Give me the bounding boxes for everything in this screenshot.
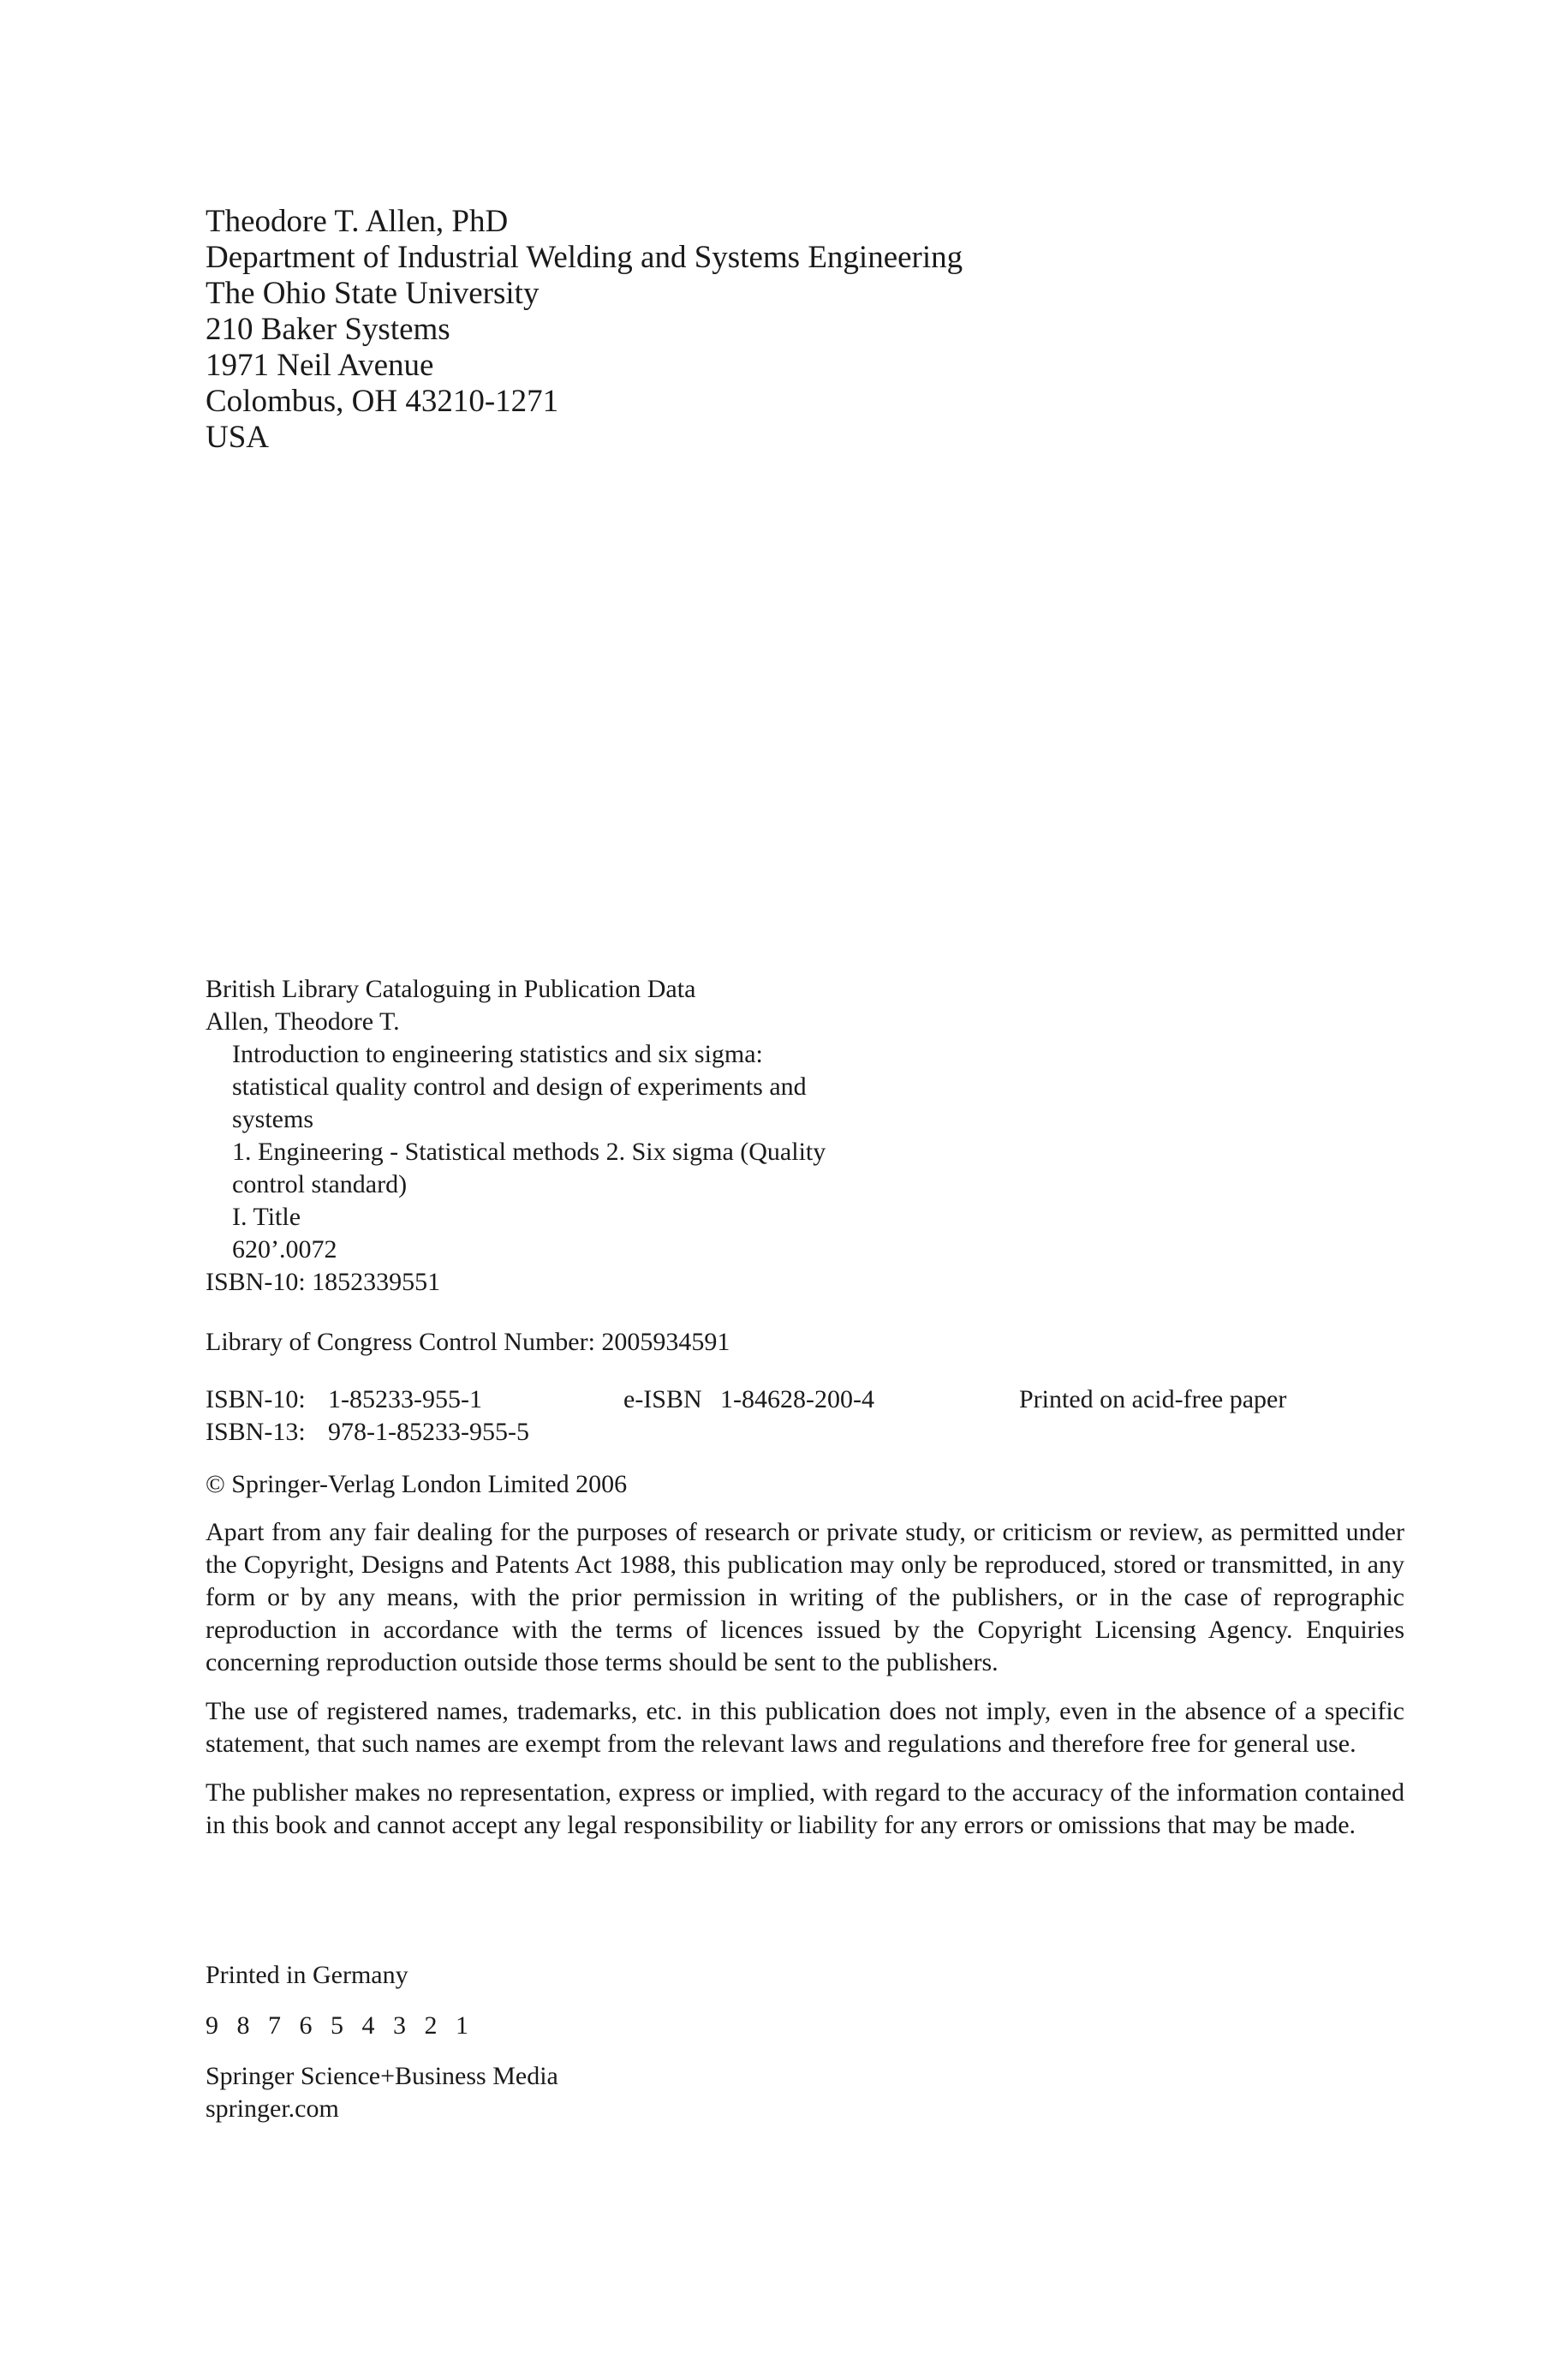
cip-data-block <box>206 973 826 1299</box>
author-country: USA <box>206 420 270 455</box>
copyright-notice: © Springer-Verlag London Limited 2006 <box>206 1470 628 1498</box>
cip-isbn: ISBN-10: 1852339551 <box>206 1268 441 1296</box>
cip-title-line: Introduction to engineering statistics and six sigma: <box>232 1040 763 1068</box>
author-building: 210 Baker Systems <box>206 312 450 347</box>
author-address-block <box>206 204 963 456</box>
cip-author-entry: Allen, Theodore T. <box>206 1007 400 1036</box>
author-city: Colombus, OH 43210-1271 <box>206 384 559 419</box>
cip-title-entry: I. Title <box>232 1203 301 1231</box>
print-line-numbers: 9 8 7 6 5 4 3 2 1 <box>206 2011 474 2040</box>
isbn-row <box>206 1416 1404 1449</box>
author-street: 1971 Neil Avenue <box>206 348 434 383</box>
eisbn-label: e-ISBN <box>623 1385 702 1413</box>
author-university: The Ohio State University <box>206 276 540 311</box>
author-department: Department of Industrial Welding and Systems Engineering <box>206 240 963 275</box>
library-of-congress-number: Library of Congress Control Number: 2005934591 <box>206 1328 730 1356</box>
isbn10-value: 1-85233-955-1 <box>328 1385 482 1413</box>
cip-heading: British Library Cataloguing in Publication Data <box>206 975 696 1003</box>
isbn-block <box>206 1383 1404 1449</box>
eisbn-value: 1-84628-200-4 <box>720 1385 874 1413</box>
trademark-paragraph: The use of registered names, trademarks, etc. in this publication does not imply, even in the absence of a specific statement, that such names are exempt from the relevant laws and regulations and therefore free for general use. <box>206 1697 1404 1758</box>
cip-subject-line: 1. Engineering - Statistical methods 2. Six sigma (Quality <box>232 1138 826 1166</box>
author-name: Theodore T. Allen, PhD <box>206 204 509 239</box>
isbn13-label: ISBN-13: <box>206 1418 306 1446</box>
isbn13-value: 978-1-85233-955-5 <box>328 1418 529 1446</box>
copyright-page <box>206 0 1404 2378</box>
isbn-row <box>206 1383 1404 1416</box>
publisher-url[interactable]: springer.com <box>206 2094 339 2123</box>
publisher-block <box>206 2060 558 2125</box>
cip-subject-line: control standard) <box>232 1170 408 1198</box>
fair-dealing-paragraph: Apart from any fair dealing for the purposes of research or private study, or criticism or review, as permitted under the Copyright, Designs and Patents Act 1988, this publication may only be reproduced, stored or transmitted, in any form or by any means, with the prior permission in writing of the publishers, or in the case of reprographic reproduction in accordance with the terms of licences issued by the Copyright Licensing Agency. Enquiries concerning reproduction outside those terms should be sent to the publishers. <box>206 1518 1404 1676</box>
cip-classification: 620’.0072 <box>232 1235 337 1264</box>
acid-free-paper-note: Printed on acid-free paper <box>1019 1385 1287 1413</box>
printed-in: Printed in Germany <box>206 1961 408 1989</box>
isbn10-label: ISBN-10: <box>206 1385 306 1413</box>
cip-title-line: systems <box>232 1105 314 1133</box>
disclaimer-paragraph: The publisher makes no representation, express or implied, with regard to the accuracy of the information contained in this book and cannot accept any legal responsibility or liability for any errors or omissions that may be made. <box>206 1778 1404 1839</box>
legal-paragraphs <box>206 1516 1404 1858</box>
publisher-name: Springer Science+Business Media <box>206 2062 558 2090</box>
cip-title-line: statistical quality control and design of experiments and <box>232 1072 807 1101</box>
